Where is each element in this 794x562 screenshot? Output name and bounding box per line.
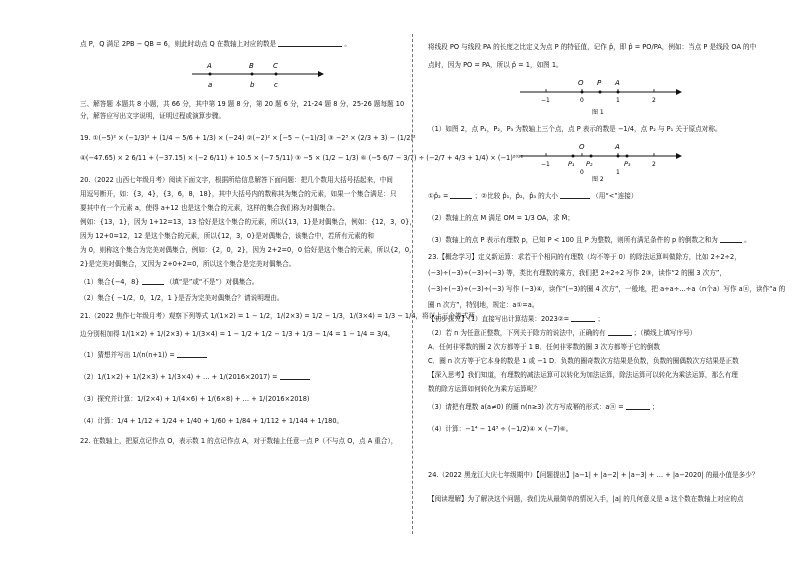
right-column [428, 0, 786, 562]
q21-part1: （1）猜想并写出 1/(n(n+1)) = [80, 350, 400, 360]
fig2-label-A: A [615, 143, 620, 151]
q23-option-cd: C．圈 n 次方等于它本身的数是 1 或 −1 D．负数的圈奇数次方结果是负数，负数的圈偶数次方结果是正数 [428, 357, 739, 365]
fig1-tick-2: 2 [652, 97, 656, 104]
q22-part3-blank[interactable] [720, 235, 742, 243]
q20-line6: 为 0，则称这个集合为完美对偶集合，例如：{2，0，2}，因为 2+2=0，0 恰好是这个集合的元素，所以{2，0， [80, 246, 416, 254]
fig2-tick-1: 1 [616, 169, 620, 176]
section-three-heading-cont: 分，解答应写出文字说明，证明过程或演算步骤。 [80, 112, 226, 120]
q21-part3: （3）探究并计算：1/(2×4) + 1/(4×6) + 1/(6×8) + … + 1/(2016×2018) [80, 395, 310, 403]
fig2-tick-neg1: −1 [541, 161, 550, 168]
point-label-B: B [249, 62, 254, 70]
q23-part2: （2）若 n 为任意正整数，下列关于除方的说法中，正确的有 ；（横线上填写序号） [428, 329, 697, 337]
q22-part2: （2）数轴上的点 M 满足 OM = 1/3 OA，求 M̂； [428, 214, 574, 222]
fig2-point-P3: P₃ [624, 160, 631, 168]
q20-part1-blank[interactable] [142, 277, 164, 285]
q21-line2: 边分别相加得 1/(1×2) + 1/(2×3) + 1/(3×4) = 1 − 1/2 + 1/2 − 1/3 + 1/3 − 1/4 = 1 − 1/4 = 3/4。 [80, 330, 395, 338]
fig1-label-A: A [615, 79, 620, 87]
value-label-b: b [250, 81, 255, 89]
fig1-tick-0: 0 [580, 97, 584, 104]
point-label-A: A [207, 62, 212, 70]
q23-part1: 【初步探究】（1）直接写出计算结果：2023②= ； [428, 315, 605, 323]
q23-part3-blank[interactable] [626, 402, 650, 410]
q22-line3: 点时，因为 PO = PA，所以 p̂ = 1，如图 1。 [428, 61, 563, 69]
q23-deep-thought2: 数的除方运算如何转化为乘方运算呢？ [428, 385, 541, 393]
column-divider [412, 34, 413, 534]
q18-answer-blank[interactable] [278, 39, 342, 47]
q23-line4: 圈 n 次方”，特别地，规定：a①=a。 [428, 301, 539, 309]
q20-line2: 用逗号断开，如：{3，4}，{3，6，8，18}，其中大括号内的数称其为集合的元素，如果一个集合满足：只 [80, 190, 397, 198]
q24-line1: 24.（2022 黑龙江大庆七年级期中）【问题提出】|a−1| + |a−2| + |a−3| + … + |a−2020| 的最小值是多少？ [428, 471, 759, 479]
fig2-point-P1: P₁ [568, 160, 575, 168]
fig1-tick-neg1: −1 [541, 97, 550, 104]
fig1-tick-1: 1 [616, 97, 620, 104]
value-label-c: c [274, 81, 278, 89]
q22-line2: 将线段 PO 与线段 PA 的长度之比定义为点 P 的特征值，记作 p̂，即 p̂ = PO/PA，例如：当点 P 是线段 OA 的中 [428, 43, 757, 51]
fig2-label-O: O [579, 143, 585, 151]
q21-part1-blank[interactable] [177, 350, 207, 358]
fig1-label-O: O [578, 79, 584, 87]
q18-tail: 点 P，Q 满足 2PB − QB = 6，则此时动点 Q 在数轴上对应的数是 。 [80, 40, 351, 48]
value-label-a: a [208, 81, 213, 89]
q23-part2-blank[interactable] [608, 328, 632, 336]
q23-part3: （3）请把有理数 a(a≠0) 的圈 n(n≥3) 次方写成幂的形式：aⓝ = ； [428, 403, 659, 411]
q21-line1: 21.（2022 焦作七年级月考）观察下列等式 1/(1×2) = 1 − 1/2，1/(2×3) = 1/2 − 1/3，1/(3×4) = 1/3 − 1/4，将以上三个等式两 [80, 312, 475, 320]
abc-number-line [190, 58, 330, 92]
q23-part4: （4）计算：−1⁴ − 14³ ÷ (−1/2)④ × (−7)⑥。 [428, 425, 573, 433]
q23-deep-thought1: 【深入思考】我们知道，有理数的减法运算可以转化为加法运算，除法运算可以转化为乘法运算，那么有理 [428, 371, 738, 379]
section-three-heading: 三、解答题 本题共 8 小题，共 66 分，其中第 19 题 8 分，第 20 题 6 分，21-24 题 8 分，25-26 题每题 10 [80, 100, 405, 108]
q21-part2: （2）1/(1×2) + 1/(2×3) + 1/(3×4) + … + 1/(2016×2017) = [80, 372, 400, 382]
q20-line1: 20.（2022 山西七年级月考）阅读下面文字，根据所给信息解答下面问题：把几个数用大括号括起来，中间 [80, 176, 393, 184]
figure-1-number-line [518, 72, 688, 118]
q22-p2-blank[interactable] [450, 191, 472, 199]
q20-line7: 2}是完美对偶集合，又因为 2+0+2=0，所以这个集合是完美对偶集合。 [80, 260, 296, 268]
q22-part3: （3）数轴上的点 P 表示有理数 p，已知 P < 100 且 P 为整数，则所有满足条件的 p 的倒数之和为 。 [428, 236, 751, 244]
q22-part1-answers: ①p̂₂ = ；②比较 p̂₁，p̂₂，p̂₃ 的大小 （用“<”连接） [428, 192, 638, 200]
q22-compare-blank[interactable] [560, 191, 590, 199]
q19-line2: ④(−47.65) × 2 6/11 + (−37.15) × (−2 6/11) + 10.5 × (−7 5/11) ③ −5 × (1/2 − 1/3) ⑥ (−5 6/7 − 3/7) ÷ (−2/7 + 4/3 + 1/4) × (−1)²⁰²² [80, 154, 524, 162]
q23-line1: 23.【概念学习】定义新运算：求若干个相同的有理数（均不等于 0）的除法运算叫做除方，比如 2÷2÷2， [428, 253, 741, 261]
fig2-tick-0: 0 [580, 169, 584, 176]
point-label-C: C [273, 62, 278, 70]
q23-line3: (−3)÷(−3)÷(−3)÷(−3) 写作 (−3)④，读作“(−3)的圈 4 次方”，一般地，把 a÷a÷…÷a（n个a）写作 aⓝ，读作“a 的 [428, 285, 786, 293]
q21-part4: （4）计算：1/4 + 1/12 + 1/24 + 1/40 + 1/60 + 1/84 + 1/112 + 1/144 + 1/180。 [80, 417, 344, 425]
q24-line2: 【阅读理解】为了解决这个问题，我们先从最简单的情况入手，|a| 的几何意义是 a 这个数在数轴上对应的点 [428, 495, 744, 503]
q21-part2-blank[interactable] [280, 372, 310, 380]
q20-line5: 因为 12+0=12，12 是这个集合的元素，所以{12，3，0}是对偶集合，该集合中，若所有元素的和 [80, 232, 374, 240]
q20-line3: 要其中有一个元素 a，使得 a+12 也是这个集合的元素，这样的集合我们称为对偶集合。 [80, 204, 340, 212]
figure-2-number-line [518, 136, 688, 182]
fig2-point-P2: P₂ [586, 160, 593, 168]
q23-part1-blank[interactable] [571, 314, 595, 322]
q23-line2: (−3)÷(−3)÷(−3)÷(−3) 等，类比有理数的乘方，我们把 2÷2÷2 写作 2③，读作“2 的圈 3 次方”， [428, 269, 726, 277]
q20-part1: （1）集合{−4，8} （填“是”或“不是”）对偶集合。 [80, 278, 259, 286]
fig2-caption: 图 2 [592, 176, 604, 183]
q19-line1: 19. ①(−5)² × (−1/3)² + (1/4 − 5/6 + 1/3) × (−24) ②(−2)² × [−5 − (−1)/3] ③ −2³ × (2/3 + 3) − (1/2)² [80, 134, 416, 142]
q23-option-ab: A．任何非零数的圈 2 次方都等于 1 B．任何非零数的圈 3 次方都等于它的倒数 [428, 343, 661, 351]
q22-part1: （1）如图 2，点 P₁，P₂，P₃ 为数轴上三个点，点 P 表示的数是 −1/4，点 P₂ 与 P₁ 关于原点对称。 [428, 125, 722, 133]
q22-line1: 22. 在数轴上，把原点记作点 O，表示数 1 的点记作点 A，对于数轴上任意一点 P（不与点 O，点 A 重合）， [80, 437, 398, 445]
fig1-caption: 图 1 [592, 109, 604, 116]
q18-text: 点 P，Q 满足 2PB − QB = 6，则此时动点 Q 在数轴上对应的数是 [80, 40, 277, 48]
fig2-tick-2: 2 [652, 161, 656, 168]
q20-part2: （2）集合{ −1/2，0，1/2，1 }是否为完美对偶集合？请说明理由。 [80, 294, 284, 302]
q20-line4: 例如：{13，1}，因为 1+12=13，13 恰好是这个集合的元素，所以{13，1}是对偶集合，例如：{12，3，0}， [80, 218, 416, 226]
fig1-label-P: P [597, 79, 602, 87]
